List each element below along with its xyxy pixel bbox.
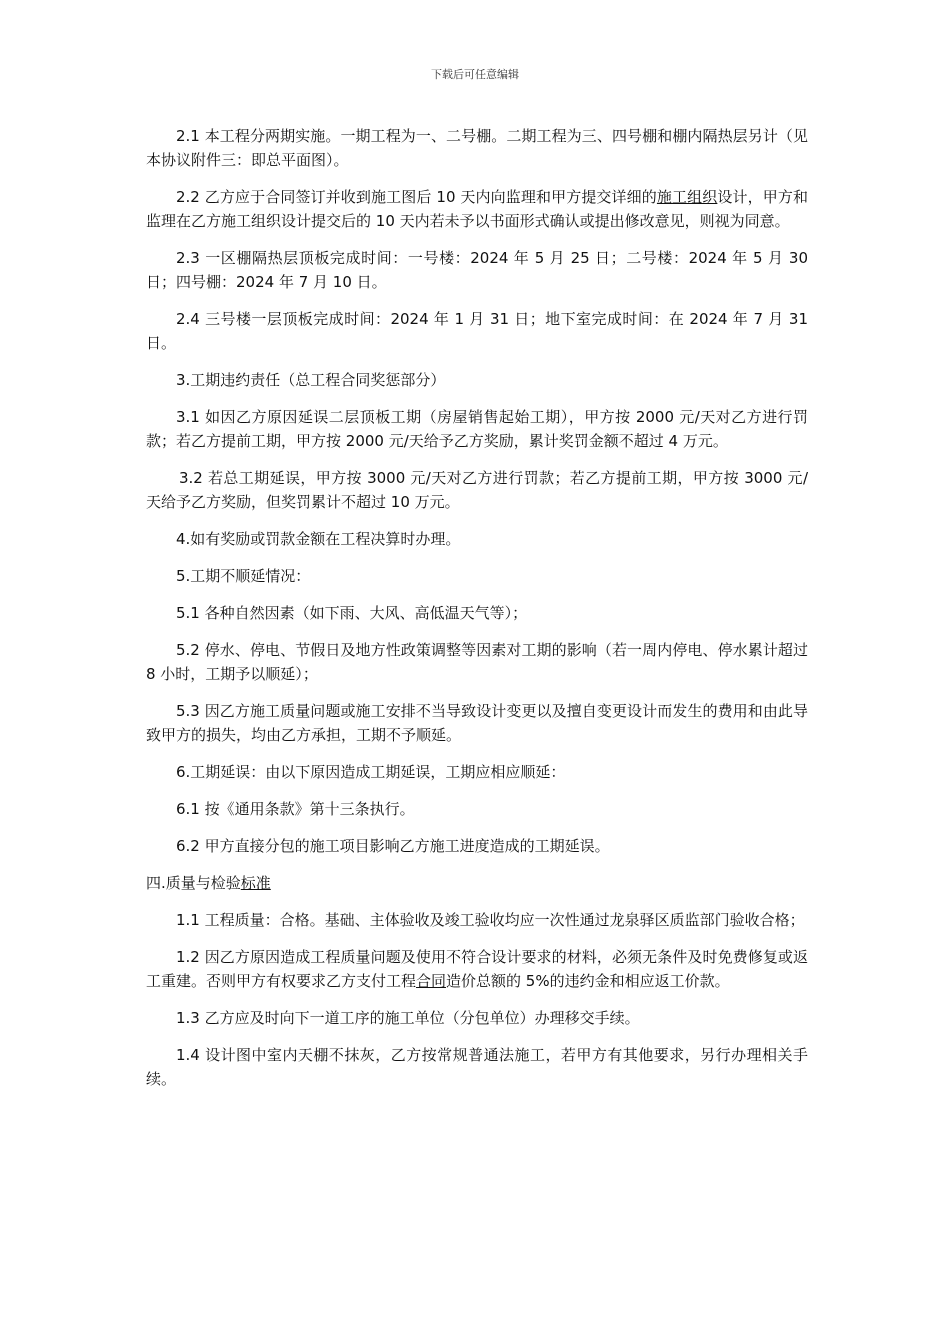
paragraph-1-2 (146, 945, 808, 993)
paragraph-3-2: 3.2 若总工期延误，甲方按 3000 元/天对乙方进行罚款；若乙方提前工期，甲方按 3000 元/天给予乙方奖励，但奖罚累计不超过 10 万元。 (146, 469, 808, 511)
page-header: 下载后可任意编辑 (431, 68, 519, 81)
paragraph-4: 4.如有奖励或罚款金额在工程决算时办理。 (176, 530, 461, 548)
paragraph-5-1: 5.1 各种自然因素（如下雨、大风、高低温天气等）； (176, 604, 528, 622)
paragraph-text: 设计，甲方和监理在乙方施工组织设计提交后的 10 天内若未予以书面形式确认或提出修改意见，则视为同意。 (146, 188, 808, 230)
paragraph-2-4: 2.4 三号楼一层顶板完成时间：2024 年 1 月 31 日；地下室完成时间：在 2024 年 7 月 31 日。 (146, 310, 808, 352)
paragraph-1-3: 1.3 乙方应及时向下一道工序的施工单位（分包单位）办理移交手续。 (176, 1009, 640, 1027)
paragraph-2-1: 2.1 本工程分两期实施。一期工程为一、二号棚。二期工程为三、四号棚和棚内隔热层另计（见本协议附件三：即总平面图）。 (146, 127, 808, 169)
underlined-term: 标准 (240, 874, 271, 892)
paragraph-6-2: 6.2 甲方直接分包的施工项目影响乙方施工进度造成的工期延误。 (176, 837, 610, 855)
paragraph-text: 1.2 因乙方原因造成工程质量问题及使用不符合设计要求的材料，必须无条件及时免费修复或返工重建。否则甲方有权要求乙方支付工程 (146, 948, 808, 990)
paragraph-2-3: 2.3 一区棚隔热层顶板完成时间：一号楼：2024 年 5 月 25 日；二号楼：2024 年 5 月 30 日；四号棚：2024 年 7 月 10 日。 (146, 249, 808, 291)
paragraph-text: 造价总额的 5%的违约金和相应返工价款。 (446, 972, 730, 990)
paragraph-2-2 (146, 185, 808, 233)
underlined-term: 合同 (416, 972, 447, 990)
paragraph-3: 3.工期违约责任（总工程合同奖惩部分） (176, 371, 446, 389)
document-body (146, 124, 808, 1104)
paragraph-6: 6.工期延误：由以下原因造成工期延误，工期应相应顺延： (176, 763, 566, 781)
section-heading-quality (146, 871, 808, 895)
underlined-term: 施工组织 (656, 188, 718, 206)
heading-text: 四.质量与检验 (146, 874, 241, 892)
paragraph-text: 2.2 乙方应于合同签订并收到施工图后 10 天内向监理和甲方提交详细的 (176, 188, 657, 206)
paragraph-1-1: 1.1 工程质量：合格。基础、主体验收及竣工验收均应一次性通过龙泉驿区质监部门验收合格； (176, 911, 805, 929)
paragraph-5-2: 5.2 停水、停电、节假日及地方性政策调整等因素对工期的影响（若一周内停电、停水累计超过 8 小时，工期予以顺延）； (146, 641, 808, 683)
paragraph-5-3: 5.3 因乙方施工质量问题或施工安排不当导致设计变更以及擅自变更设计而发生的费用和由此导致甲方的损失，均由乙方承担，工期不予顺延。 (146, 702, 808, 744)
paragraph-5: 5.工期不顺延情况： (176, 567, 311, 585)
paragraph-6-1: 6.1 按《通用条款》第十三条执行。 (176, 800, 415, 818)
paragraph-1-4: 1.4 设计图中室内天棚不抹灰，乙方按常规普通法施工，若甲方有其他要求，另行办理相关手续。 (146, 1046, 808, 1088)
paragraph-3-1: 3.1 如因乙方原因延误二层顶板工期（房屋销售起始工期），甲方按 2000 元/天对乙方进行罚款；若乙方提前工期，甲方按 2000 元/天给予乙方奖励，累计奖罚金额不超过 4 万元。 (146, 408, 808, 450)
